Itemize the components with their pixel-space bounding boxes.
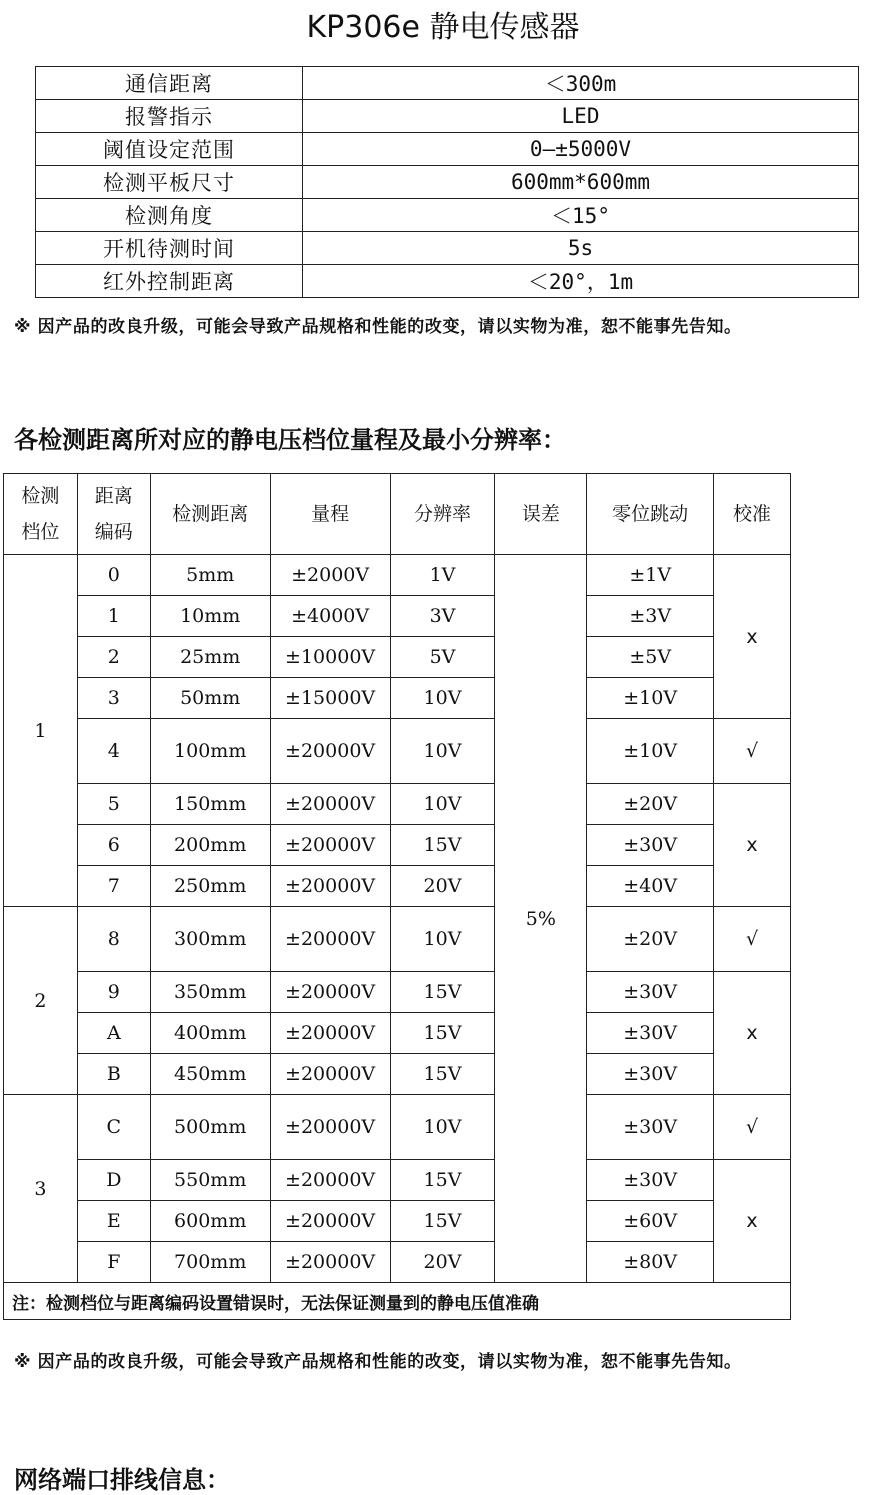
- range-cell: ±20000V: [270, 907, 390, 972]
- zero-drift-cell: ±30V: [587, 1013, 714, 1054]
- zero-drift-cell: ±30V: [587, 972, 714, 1013]
- calibration-cell: x: [714, 555, 791, 719]
- zero-drift-cell: ±60V: [587, 1201, 714, 1242]
- range-cell: ±20000V: [270, 1095, 390, 1160]
- disclaimer-note: ※ 因产品的改良升级，可能会导致产品规格和性能的改变，请以实物为准，恕不能事先告知。: [14, 317, 742, 337]
- error-cell: 5%: [495, 555, 587, 1283]
- resolution-cell: 10V: [390, 1095, 495, 1160]
- zero-drift-cell: ±30V: [587, 1095, 714, 1160]
- table-row: [4, 1054, 791, 1095]
- table-row: [4, 1201, 791, 1242]
- resolution-cell: 10V: [390, 784, 495, 825]
- table-row: [4, 907, 791, 972]
- resolution-cell: 15V: [390, 1054, 495, 1095]
- range-cell: ±4000V: [270, 596, 390, 637]
- distance-cell: 450mm: [150, 1054, 270, 1095]
- header-code: 距离 编码: [77, 474, 150, 555]
- spec-label: 报警指示: [36, 100, 303, 133]
- zero-drift-cell: ±5V: [587, 637, 714, 678]
- code-cell: 8: [77, 907, 150, 972]
- spec-label: 红外控制距离: [36, 265, 303, 298]
- spec-value: ＜15°: [303, 199, 859, 232]
- resolution-cell: 10V: [390, 907, 495, 972]
- zero-drift-cell: ±30V: [587, 825, 714, 866]
- distance-cell: 350mm: [150, 972, 270, 1013]
- range-cell: ±20000V: [270, 972, 390, 1013]
- distance-cell: 10mm: [150, 596, 270, 637]
- resolution-cell: 20V: [390, 1242, 495, 1283]
- spec-row: [36, 166, 859, 199]
- level-cell: 2: [4, 907, 78, 1095]
- table-row: [4, 825, 791, 866]
- spec-row: [36, 232, 859, 265]
- spec-label: 通信距离: [36, 67, 303, 100]
- code-cell: 3: [77, 678, 150, 719]
- header-zero-drift: 零位跳动: [587, 474, 714, 555]
- calibration-cell: x: [714, 1160, 791, 1283]
- range-cell: ±20000V: [270, 1160, 390, 1201]
- zero-drift-cell: ±1V: [587, 555, 714, 596]
- table-row: [4, 972, 791, 1013]
- code-cell: 5: [77, 784, 150, 825]
- table-row: [4, 1095, 791, 1160]
- range-cell: ±20000V: [270, 825, 390, 866]
- spec-row: [36, 199, 859, 232]
- resolution-cell: 15V: [390, 1160, 495, 1201]
- table-header-row: [4, 474, 791, 555]
- table-row: [4, 866, 791, 907]
- page-title: KP306e 静电传感器: [306, 10, 580, 45]
- resolution-cell: 5V: [390, 637, 495, 678]
- resolution-cell: 15V: [390, 972, 495, 1013]
- code-cell: C: [77, 1095, 150, 1160]
- distance-cell: 600mm: [150, 1201, 270, 1242]
- distance-cell: 400mm: [150, 1013, 270, 1054]
- calibration-cell: √: [714, 1095, 791, 1160]
- distance-cell: 500mm: [150, 1095, 270, 1160]
- range-cell: ±15000V: [270, 678, 390, 719]
- distance-cell: 300mm: [150, 907, 270, 972]
- code-cell: 6: [77, 825, 150, 866]
- table-row: [4, 1242, 791, 1283]
- table-row: [4, 719, 791, 784]
- spec-row: [36, 67, 859, 100]
- spec-value: 600mm*600mm: [303, 166, 859, 199]
- resolution-cell: 15V: [390, 825, 495, 866]
- zero-drift-cell: ±30V: [587, 1160, 714, 1201]
- range-cell: ±20000V: [270, 719, 390, 784]
- range-cell: ±20000V: [270, 1242, 390, 1283]
- code-cell: 4: [77, 719, 150, 784]
- spec-value: ＜20°，1m: [303, 265, 859, 298]
- zero-drift-cell: ±40V: [587, 866, 714, 907]
- code-cell: B: [77, 1054, 150, 1095]
- code-cell: 2: [77, 637, 150, 678]
- table-row: [4, 637, 791, 678]
- range-cell: ±20000V: [270, 1054, 390, 1095]
- header-resolution: 分辨率: [390, 474, 495, 555]
- resolution-cell: 1V: [390, 555, 495, 596]
- range-table: [3, 473, 791, 1320]
- header-error: 误差: [495, 474, 587, 555]
- spec-row: [36, 133, 859, 166]
- spec-label: 检测平板尺寸: [36, 166, 303, 199]
- resolution-cell: 20V: [390, 866, 495, 907]
- range-cell: ±20000V: [270, 866, 390, 907]
- disclaimer-note: ※ 因产品的改良升级，可能会导致产品规格和性能的改变，请以实物为准，恕不能事先告知。: [14, 1352, 742, 1372]
- header-distance: 检测距离: [150, 474, 270, 555]
- code-cell: E: [77, 1201, 150, 1242]
- table-note: 注：检测档位与距离编码设置错误时，无法保证测量到的静电压值准确: [4, 1283, 791, 1320]
- distance-cell: 5mm: [150, 555, 270, 596]
- resolution-cell: 15V: [390, 1013, 495, 1054]
- table-row: [4, 1013, 791, 1054]
- distance-cell: 150mm: [150, 784, 270, 825]
- code-cell: 0: [77, 555, 150, 596]
- resolution-cell: 10V: [390, 678, 495, 719]
- zero-drift-cell: ±30V: [587, 1054, 714, 1095]
- spec-value: 5s: [303, 232, 859, 265]
- resolution-cell: 10V: [390, 719, 495, 784]
- distance-cell: 550mm: [150, 1160, 270, 1201]
- level-cell: 1: [4, 555, 78, 907]
- calibration-cell: x: [714, 972, 791, 1095]
- spec-table: [35, 66, 859, 298]
- header-level: 检测 档位: [4, 474, 78, 555]
- range-cell: ±20000V: [270, 784, 390, 825]
- calibration-cell: x: [714, 784, 791, 907]
- network-heading: 网络端口排线信息：: [14, 1466, 230, 1494]
- range-cell: ±20000V: [270, 1013, 390, 1054]
- table-note-row: [4, 1283, 791, 1320]
- calibration-cell: √: [714, 907, 791, 972]
- code-cell: F: [77, 1242, 150, 1283]
- code-cell: 7: [77, 866, 150, 907]
- code-cell: 1: [77, 596, 150, 637]
- table-row: [4, 1160, 791, 1201]
- level-cell: 3: [4, 1095, 78, 1283]
- zero-drift-cell: ±10V: [587, 719, 714, 784]
- distance-cell: 100mm: [150, 719, 270, 784]
- range-cell: ±2000V: [270, 555, 390, 596]
- distance-cell: 250mm: [150, 866, 270, 907]
- table-row: [4, 596, 791, 637]
- distance-cell: 25mm: [150, 637, 270, 678]
- table-row: [4, 784, 791, 825]
- spec-label: 阈值设定范围: [36, 133, 303, 166]
- header-range: 量程: [270, 474, 390, 555]
- zero-drift-cell: ±20V: [587, 907, 714, 972]
- code-cell: D: [77, 1160, 150, 1201]
- range-table-heading: 各检测距离所对应的静电压档位量程及最小分辨率：: [14, 426, 566, 454]
- code-cell: 9: [77, 972, 150, 1013]
- spec-row: [36, 100, 859, 133]
- range-cell: ±20000V: [270, 1201, 390, 1242]
- calibration-cell: √: [714, 719, 791, 784]
- distance-cell: 700mm: [150, 1242, 270, 1283]
- spec-row: [36, 265, 859, 298]
- resolution-cell: 15V: [390, 1201, 495, 1242]
- resolution-cell: 3V: [390, 596, 495, 637]
- spec-value: LED: [303, 100, 859, 133]
- spec-value: ＜300m: [303, 67, 859, 100]
- zero-drift-cell: ±80V: [587, 1242, 714, 1283]
- spec-label: 开机待测时间: [36, 232, 303, 265]
- zero-drift-cell: ±3V: [587, 596, 714, 637]
- header-calibration: 校准: [714, 474, 791, 555]
- spec-value: 0—±5000V: [303, 133, 859, 166]
- zero-drift-cell: ±10V: [587, 678, 714, 719]
- table-row: [4, 555, 791, 596]
- zero-drift-cell: ±20V: [587, 784, 714, 825]
- table-row: [4, 678, 791, 719]
- range-cell: ±10000V: [270, 637, 390, 678]
- distance-cell: 50mm: [150, 678, 270, 719]
- code-cell: A: [77, 1013, 150, 1054]
- spec-label: 检测角度: [36, 199, 303, 232]
- distance-cell: 200mm: [150, 825, 270, 866]
